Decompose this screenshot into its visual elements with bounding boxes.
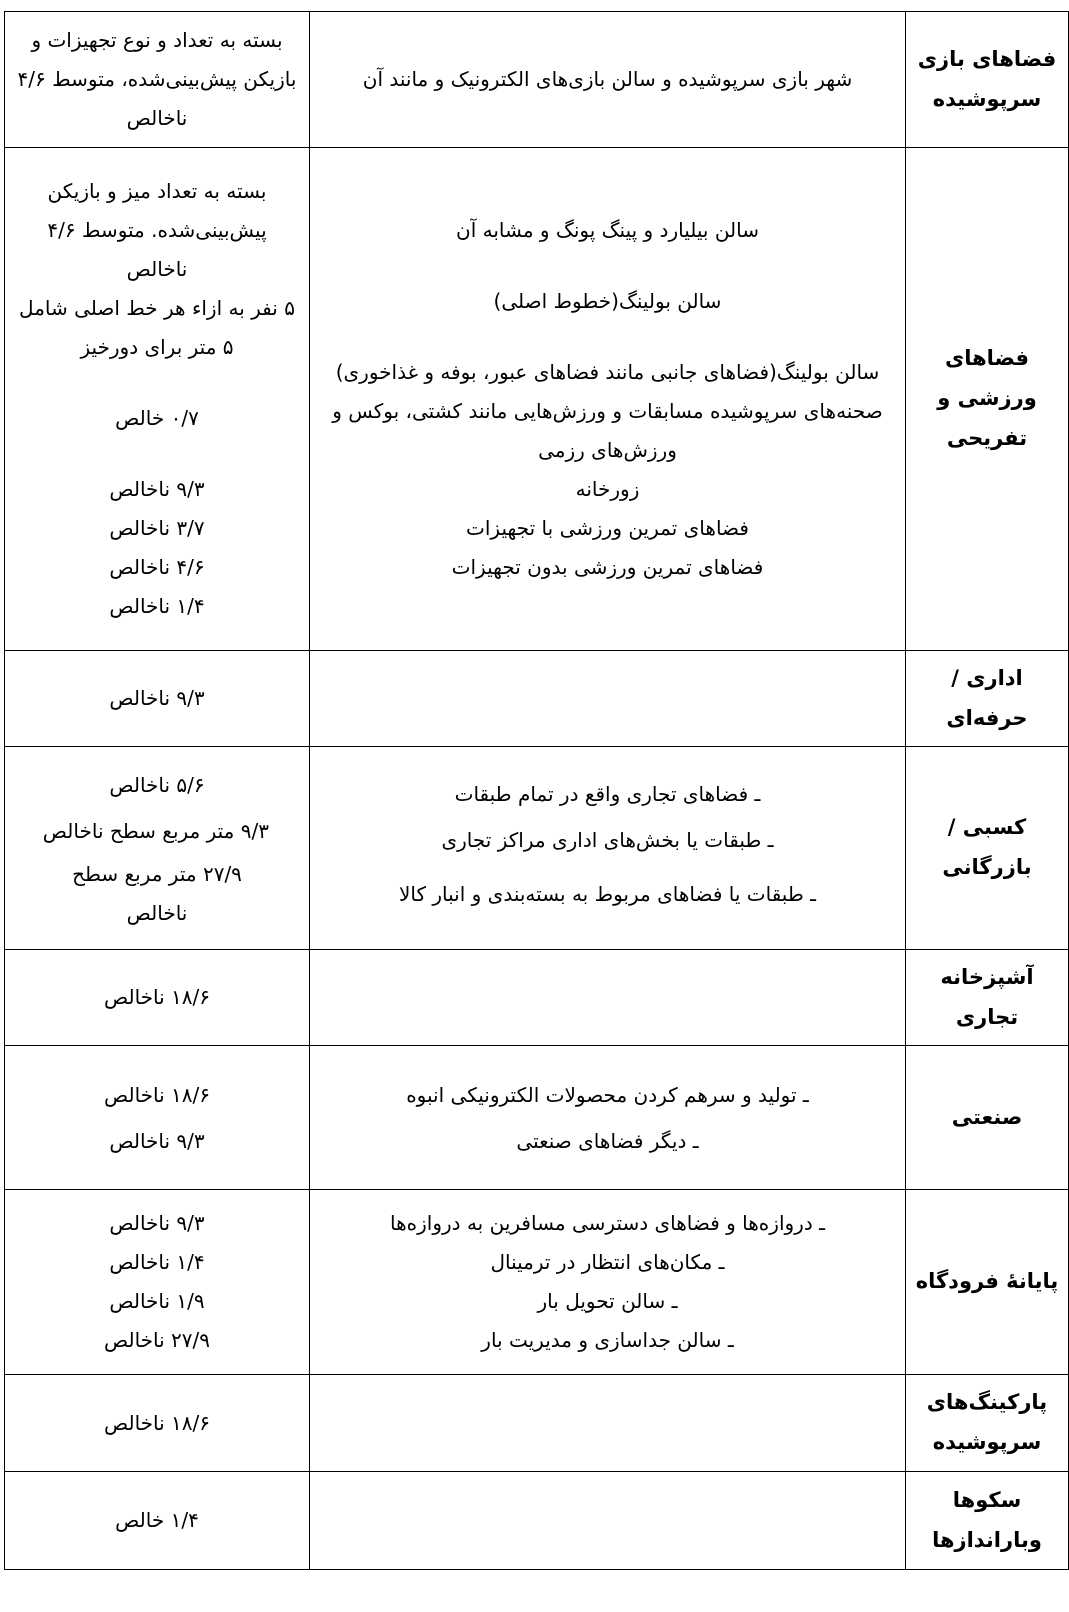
load-factor-cell — [5, 1472, 310, 1570]
load-factor-line: ۹/۳ متر مربع سطح ناخالص — [42, 819, 269, 843]
description-cell — [310, 1472, 906, 1570]
load-factor-line: ۱۸/۶ ناخالص — [103, 1410, 211, 1435]
description-cell — [310, 1375, 906, 1472]
description-cell — [310, 950, 906, 1046]
description-line: سالن بولینگ(خطوط اصلی) — [493, 289, 722, 313]
occupancy-type-cell: پارکینگ‌های سرپوشیده — [906, 1375, 1069, 1472]
description-line: ـ تولید و سرهم کردن محصولات الکترونیکی انبوه — [406, 1082, 809, 1107]
description-line: زورخانه — [575, 477, 640, 501]
load-factor-line: ۱/۹ ناخالص — [109, 1289, 205, 1313]
occupancy-type-cell: اداری / حرفه‌ای — [906, 651, 1069, 747]
description-cell — [310, 651, 906, 747]
table-row — [5, 148, 1069, 651]
occupancy-type-cell: آشپزخانه تجاری — [906, 950, 1069, 1046]
description-line: ـ طبقات یا فضاهای مربوط به بسته‌بندی و انبار کالا — [399, 882, 816, 906]
table-row — [5, 950, 1069, 1046]
occupancy-type-cell: سکوها وبارانداز‌ها — [906, 1472, 1069, 1570]
load-factor-line: ۳/۷ ناخالص — [109, 516, 205, 540]
load-factor-line: ۰/۷ خالص — [115, 406, 199, 430]
load-factor-cell — [5, 12, 310, 148]
description-line: ـ مکان‌های انتظار در ترمینال — [490, 1250, 725, 1274]
description-cell — [310, 747, 906, 950]
description-cell — [310, 1046, 906, 1190]
description-line: فضاهای تمرین ورزشی با تجهیزات — [466, 516, 749, 540]
load-factor-line: ۹/۳ ناخالص — [109, 686, 205, 710]
description-line: سالن بیلیارد و پینگ پونگ و مشابه آن — [456, 218, 759, 242]
load-factor-cell — [5, 651, 310, 747]
load-factor-line: ۹/۳ ناخالص — [109, 1128, 205, 1153]
description-line: ـ فضاهای تجاری واقع در تمام طبقات — [454, 782, 761, 806]
occupancy-type-cell: صنعتی — [906, 1046, 1069, 1190]
table-row — [5, 1375, 1069, 1472]
description-cell — [310, 1190, 906, 1375]
occupancy-type-cell: پایانهٔ فرودگاه — [906, 1190, 1069, 1375]
table-row — [5, 1046, 1069, 1190]
load-factor-line: ۴/۶ ناخالص — [109, 555, 205, 579]
load-factor-line: ۱/۴ ناخالص — [109, 594, 205, 618]
description-line: صحنه‌های سرپوشیده مسابقات و ورزش‌هایی مانند کشتی، بوکس و ورزش‌های رزمی — [332, 399, 883, 462]
description-line: شهر بازی سرپوشیده و سالن بازی‌های الکترونیک و مانند آن — [362, 67, 853, 91]
table-row — [5, 1190, 1069, 1375]
load-factor-line: بسته به تعداد میز و بازیکن پیش‌بینی‌شده. متوسط ۴/۶ ناخالص — [47, 179, 267, 281]
load-factor-line: بسته به تعداد و نوع تجهیزات و بازیکن پیش‌بینی‌شده، متوسط ۴/۶ ناخالص — [17, 28, 297, 130]
description-line: ـ سالن جداسازی و مدیریت بار — [481, 1328, 734, 1352]
description-cell — [310, 148, 906, 651]
load-factor-line: ۲۷/۹ متر مربع سطح ناخالص — [72, 862, 242, 925]
load-factor-line: ۱۸/۶ ناخالص — [103, 1082, 211, 1107]
load-factor-cell — [5, 1375, 310, 1472]
table-row — [5, 12, 1069, 148]
occupancy-type-cell: کسبی / بازرگانی — [906, 747, 1069, 950]
description-cell — [310, 12, 906, 148]
load-factor-cell — [5, 1046, 310, 1190]
load-factor-line: ۹/۳ ناخالص — [109, 1211, 205, 1235]
table-row — [5, 651, 1069, 747]
occupancy-load-table — [4, 11, 1069, 1570]
load-factor-line: ۲۷/۹ ناخالص — [103, 1328, 211, 1352]
load-factor-cell — [5, 747, 310, 950]
occupancy-type-cell: فضاهای ورزشی و تفریحی — [906, 148, 1069, 651]
description-line: ـ دروازه‌ها و فضاهای دسترسی مسافرین به دروازه‌ها — [390, 1211, 825, 1235]
table-row — [5, 1472, 1069, 1570]
description-line: فضاهای تمرین ورزشی بدون تجهیزات — [451, 555, 764, 579]
description-line: ـ دیگر فضاهای صنعتی — [516, 1128, 699, 1153]
description-line: سالن بولینگ(فضاهای جانبی مانند فضاهای عبور، بوفه و غذاخوری) — [335, 360, 880, 384]
load-factor-line: ۱۸/۶ ناخالص — [103, 985, 211, 1009]
load-factor-line: ۹/۳ ناخالص — [109, 477, 205, 501]
load-factor-line: ۵/۶ ناخالص — [109, 773, 205, 797]
load-factor-cell — [5, 1190, 310, 1375]
description-line: ـ سالن تحویل بار — [537, 1289, 678, 1313]
load-factor-line: ۵ نفر به ازاء هر خط اصلی شامل ۵ متر برای دورخیز — [19, 296, 295, 359]
load-factor-cell — [5, 148, 310, 651]
load-factor-line: ۱/۴ ناخالص — [109, 1250, 205, 1274]
occupancy-type-cell: فضاهای بازی سرپوشیده — [906, 12, 1069, 148]
table-row — [5, 747, 1069, 950]
description-line: ـ طبقات یا بخش‌های اداری مراکز تجاری — [441, 828, 774, 852]
load-factor-line: ۱/۴ خالص — [115, 1508, 199, 1532]
load-factor-cell — [5, 950, 310, 1046]
